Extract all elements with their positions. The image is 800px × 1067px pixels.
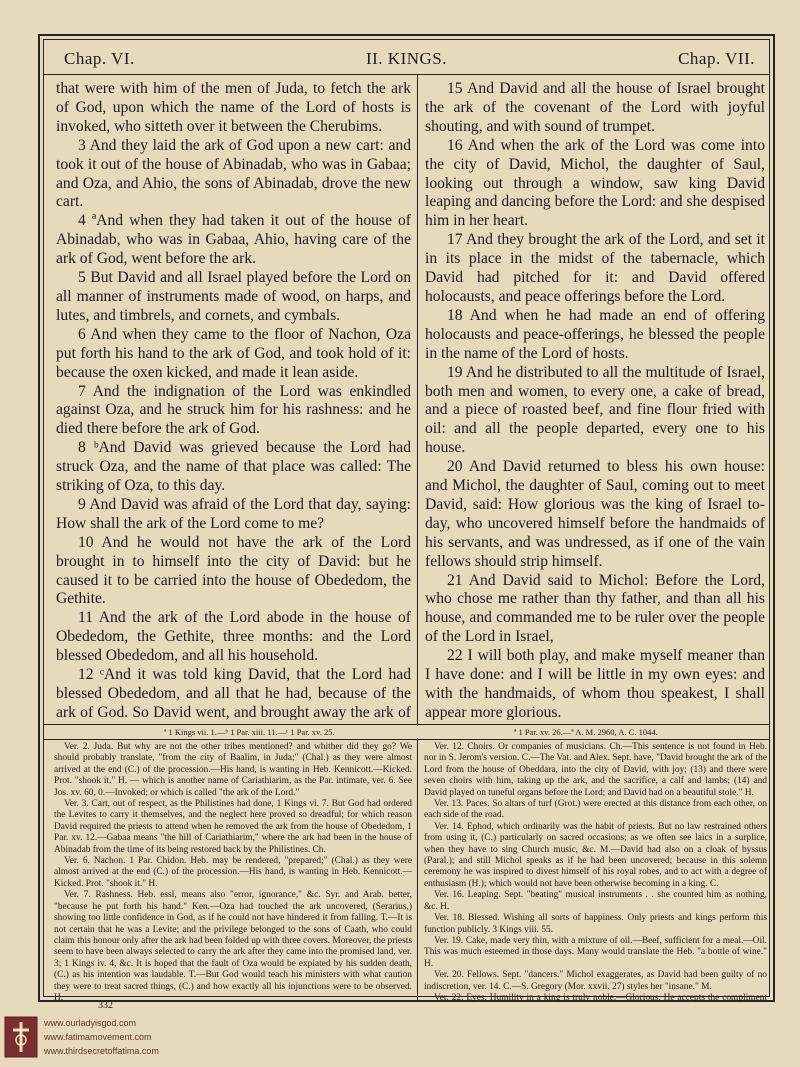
- right-text-column: [425, 80, 765, 720]
- commentary-note: Ver. 13. Paces. So altars of turf (Grot.) were erected at this distance from each other, on each side of the road.: [424, 799, 767, 821]
- bible-page: [38, 34, 775, 1002]
- commentary-note: Ver. 19. Cake, made very thin, with a mixture of oil.—Beef, sufficient for a meal.—Oil. This was much esteemed in those days. Many would translate the Heb. "a bottle of wine." H.: [424, 935, 767, 969]
- verse: 10 And he would not have the ark of the Lord brought in to himself into the city of David: but he caused it to be carried into the house of Obededom, the Gethite.: [56, 533, 411, 608]
- commentary-note: Ver. 14. Ephod, which ordinarily was the habit of priests. But no law restrained others from using it, (C.) particularly on sacred occasions; as we often see laics in a surplice, when they have to sing Church music, &c. M.—David had also on a cloak of byssus (Paral.); and still Michol speaks as if he had been uncovered; because in this solemn ceremony he was inspired to divest himself of his royal robes, and to act with a degree of enthusiasm (H.); which would not have been otherwise becoming in a king. C.: [424, 821, 767, 889]
- verse: 15 And David and all the house of Israel brought the ark of the covenant of the Lord with joyful shouting, and with sound of trumpet.: [425, 80, 765, 135]
- site-watermark: [4, 1012, 224, 1064]
- running-header: [44, 40, 769, 75]
- verse: 8 ᵇAnd David was grieved because the Lord had struck Oza, and the name of that place was called: The striking of Oza, to this day.: [56, 439, 411, 495]
- verse: 9 And David was afraid of the Lord that day, saying: How shall the ark of the Lord come to me?: [56, 495, 411, 532]
- commentary-note: Ver. 3. Cart, out of respect, as the Philistines had done, 1 Kings vi. 7. But God had ordered the Levites to carry it themselves, and the neglect here proved so dreadful; for which reason David required the priests to attend when he removed the ark from the house of Obededom, 1 Par. xv. 12.—Gabaa means "the hill of Cariathiarim," where the ark had been in the house of Abinadab from the time of its being restored back by the Philistines. Ch.: [54, 799, 412, 855]
- commentary-note: Ver. 6. Nachon. 1 Par. Chidon. Heb. may be rendered, "prepared;" (Chal.) as they were almost arrived at the end (C.) of the procession.—His hand, is wanting in Heb. Kennicott.—Kicked. Prot. "shook it." H.: [54, 856, 412, 889]
- fatima-logo-icon: [4, 1016, 38, 1058]
- notes-divider: [417, 738, 418, 1000]
- watermark-url-3[interactable]: www.thirdsecretoffatima.com: [44, 1046, 159, 1056]
- watermark-url-1[interactable]: www.ourladyisgod.com: [44, 1018, 137, 1028]
- cross-ref-left: ª 1 Kings vii. 1.—ᵇ 1 Par. xiii. 11.—ᶜ 1 Par. xv. 25.: [164, 727, 335, 737]
- commentary-right: [424, 742, 767, 1002]
- cross-ref-right: ª 1 Par. xv. 26.—ª A. M. 2960, A. C. 1044.: [514, 727, 658, 737]
- verse: 11 And the ark of the Lord abode in the house of Obededom, the Gethite, three months: and the Lord blessed Obededom, and all his household.: [56, 609, 411, 665]
- commentary-left: [54, 742, 412, 1002]
- verse: 3 And they laid the ark of God upon a new cart: and took it out of the house of Abinadab, who was in Gabaa; and Oza, and Ahio, the sons of Abinadab, drove the new cart.: [56, 136, 411, 211]
- column-divider: [417, 74, 418, 726]
- verse: 4 ªAnd when they had taken it out of the house of Abinadab, who was in Gabaa, Ahio, having care of the ark of God, went before the ark.: [56, 212, 411, 268]
- verse: 21 And David said to Michol: Before the Lord, who chose me rather than thy father, and than all his house, and commanded me to be ruler over the people of the Lord in Israel,: [425, 571, 765, 646]
- left-text-column: [56, 80, 411, 720]
- commentary-note: Ver. 2. Juda. But why are not the other tribes mentioned? and whither did they go? We should probably translate, "from the city of Baalim, in Juda;" (Chal.) as they were almost arrived at the end (C.) of the procession.—His hand, is wanting in Heb. Kennicott.—Kicked. Prot. "shook it." H. — which is another name of Cariathiarim, as the Par. intimate, ver. 6. See Jos. xv. 60, 0.—Invoked; or which is called "the ark of the Lord.": [54, 742, 412, 798]
- commentary-note: Ver. 12. Choirs. Or companies of musicians. Ch.—This sentence is not found in Heb. nor in S. Jerom's version. C.—The Vat. and Alex. Sept. have, "David brought the ark of the Lord from the house of Obeddara, into the city of David, with joy; (13) and there were seven choirs with him, taking up the ark, and the sacrifice, a calf and lambs; (14) and David played on tuneful organs before the Lord; and David had on a beautiful stole." H.: [424, 742, 767, 798]
- verse: 20 And David returned to bless his own house: and Michol, the daughter of Saul, coming out to meet David, said: How glorious was the king of Israel to-day, who uncovered himself before the handmaids of his servants, and was undressed, as if one of the vain fellows should strip himself.: [425, 458, 765, 570]
- verse: 17 And they brought the ark of the Lord, and set it in its place in the midst of the tabernacle, which David had pitched for it: and David offered holocausts, and peace offerings before the Lord.: [425, 231, 765, 305]
- page-number: 332: [98, 1000, 113, 1011]
- verse: 5 But David and all Israel played before the Lord on all manner of instruments made of wood, on harps, and lutes, and timbrels, and cornets, and cymbals.: [56, 269, 411, 324]
- verse: 6 And when they came to the floor of Nachon, Oza put forth his hand to the ark of God, and took hold of it: because the oxen kicked, and made it lean aside.: [56, 325, 411, 381]
- cross-references: [44, 724, 769, 740]
- watermark-url-2[interactable]: www.fatimamovement.com: [44, 1032, 152, 1042]
- verse: 22 I will both play, and make myself meaner than I have done: and I will be little in my own eyes: and with the handmaids, of whom thou speakest, I shall appear more glorious.: [425, 647, 765, 720]
- header-right-chapter: Chap. VII.: [678, 49, 755, 68]
- verse: 7 And the indignation of the Lord was enkindled against Oza, and he struck him for his rashness: and he died there before the ark of God.: [56, 382, 411, 438]
- page-frame: [43, 39, 770, 1002]
- commentary-note: Ver. 22. Eyes. Humility in a king is truly noble.—Glorious. He accepts the compliment: [434, 992, 767, 1002]
- header-left-chapter: Chap. VI.: [64, 49, 135, 68]
- commentary-note: Ver. 7. Rashness. Heb. essl, means also "error, ignorance," &c. Syr. and Arab. better, "because he put forth his hand." Ken.—Oza had touched the ark uncovered, (Serarius,) showing too little confidence in God, as if he could not have hindered it from falling. T.—It is not certain that he was a Levite; and the privilege belonged to the sons of Caath, who could claim this honour only after the ark had been folded up with three covers. Moreover, the priests seem to have been always selected to carry the ark after they came into the promised land, ver. 3; 1 Kings iv. 4, &c. It is hoped that the fault of Oza would be expiated by his sudden death, (C.) as his intention was laudable. T.—But God would teach his ministers with what caution they were to treat sacred things, (C.) and how exactly all his injunctions were to be observed. H.: [54, 890, 412, 1002]
- verse: 12 ᶜAnd it was told king David, that the Lord had blessed Obededom, and all that he had, because of the ark of God. So David went, and brought away the ark of: [56, 666, 411, 720]
- header-book-title: II. KINGS.: [365, 49, 448, 68]
- commentary-note: Ver. 20. Fellows. Sept. "dancers." Michol exaggerates, as David had been guilty of no indiscretion, ver. 14. C.—S. Gregory (Mor. xxvii. 27) styles her "insane." M.: [424, 970, 767, 992]
- commentary-note: Ver. 16. Leaping. Sept. "beating" musical instruments . . she counted him as nothing, &c. H.: [424, 890, 767, 912]
- commentary-note: Ver. 18. Blessed. Wishing all sorts of happiness. Only priests and kings perform this function publicly. 3 Kings viii. 55.: [424, 913, 767, 935]
- verse: that were with him of the men of Juda, to fetch the ark of God, upon which the name of the Lord of hosts is invoked, who sitteth over it between the Cherubims.: [56, 80, 411, 135]
- verse: 16 And when the ark of the Lord was come into the city of David, Michol, the daughter of Saul, looking out through a window, saw king David leaping and dancing before the Lord: and she despised him in her heart.: [425, 136, 765, 230]
- verse: 19 And he distributed to all the multitude of Israel, both men and women, to every one, a cake of bread, and a piece of roasted beef, and fine flour fried with oil: and all the people departed, every one to his house.: [425, 363, 765, 457]
- verse: 18 And when he had made an end of offering holocausts and peace-offerings, he blessed the people in the name of the Lord of hosts.: [425, 306, 765, 362]
